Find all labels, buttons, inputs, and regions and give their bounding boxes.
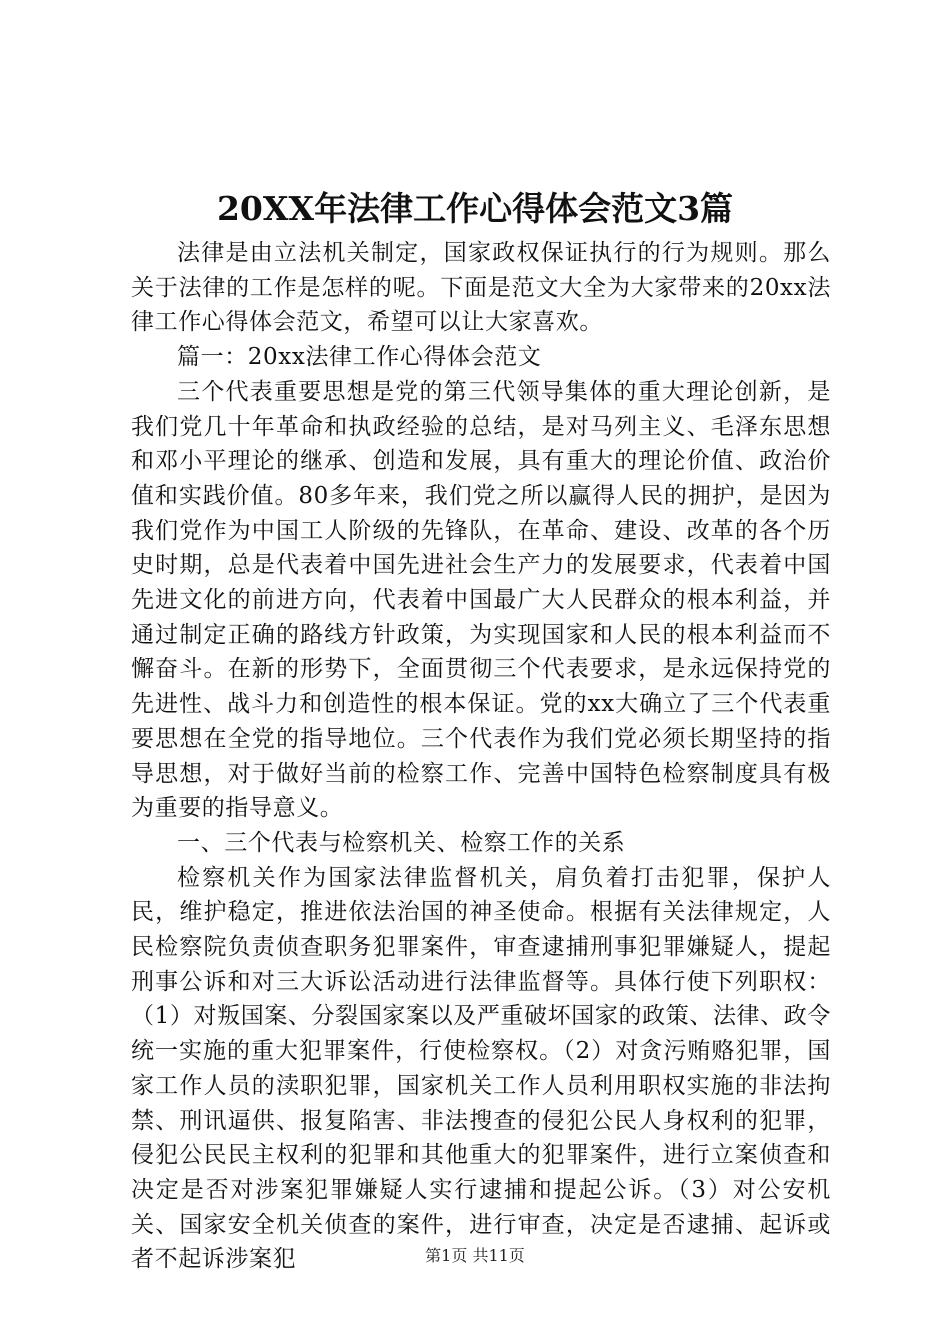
page-title: 20XX年法律工作心得体会范文3篇 xyxy=(216,189,734,228)
document-body xyxy=(131,236,831,1277)
section-heading-part-one: 篇一：20xx法律工作心得体会范文 xyxy=(177,344,542,371)
section-heading-relationship: 一、三个代表与检察机关、检察工作的关系 xyxy=(177,829,626,856)
body-paragraph: 检察机关作为国家法律监督机关，肩负着打击犯罪，保护人民，维护稳定，推进依法治国的神圣使命。根据有关法律规定，人民检察院负责侦查职务犯罪案件，审查逮捕刑事犯罪嫌疑人，提起刑事公诉和对三大诉讼活动进行法律监督等。具体行使下列职权：（1）对叛国案、分裂国家案以及严重破坏国家的政策、法律、政令统一实施的重大犯罪案件，行使检察权。（2）对贪污贿赂犯罪，国家工作人员的渎职犯罪，国家机关工作人员利用职权实施的非法拘禁、刑讯逼供、报复陷害、非法搜查的侵犯公民人身权利的犯罪，侵犯公民民主权利的犯罪和其他重大的犯罪案件，进行立案侦查和决定是否对涉案犯罪嫌疑人实行逮捕和提起公诉。（3）对公安机关、国家安全机关侦查的案件，进行审查，决定是否逮捕、起诉或者不起诉涉案犯 xyxy=(131,864,831,1273)
intro-paragraph: 法律是由立法机关制定，国家政权保证执行的行为规则。那么关于法律的工作是怎样的呢。下面是范文大全为大家带来的20xx法律工作心得体会范文，希望可以让大家喜欢。 xyxy=(131,240,831,336)
body-paragraph: 三个代表重要思想是党的第三代领导集体的重大理论创新，是我们党几十年革命和执政经验的总结，是对马列主义、毛泽东思想和邓小平理论的继承、创造和发展，具有重大的理论价值、政治价值和实践价值。80多年来，我们党之所以赢得人民的拥护，是因为我们党作为中国工人阶级的先锋队，在革命、建设、改革的各个历史时期，总是代表着中国先进社会生产力的发展要求，代表着中国先进文化的前进方向，代表着中国最广大人民群众的根本利益，并通过制定正确的路线方针政策，为实现国家和人民的根本利益而不懈奋斗。在新的形势下，全面贯彻三个代表要求，是永远保持党的先进性、战斗力和创造性的根本保证。党的xx大确立了三个代表重要思想在全党的指导地位。三个代表作为我们党必须长期坚持的指导思想，对于做好当前的检察工作、完善中国特色检察制度具有极为重要的指导意义。 xyxy=(131,378,831,822)
page-number-footer: 第1页 共11页 xyxy=(425,1246,525,1265)
